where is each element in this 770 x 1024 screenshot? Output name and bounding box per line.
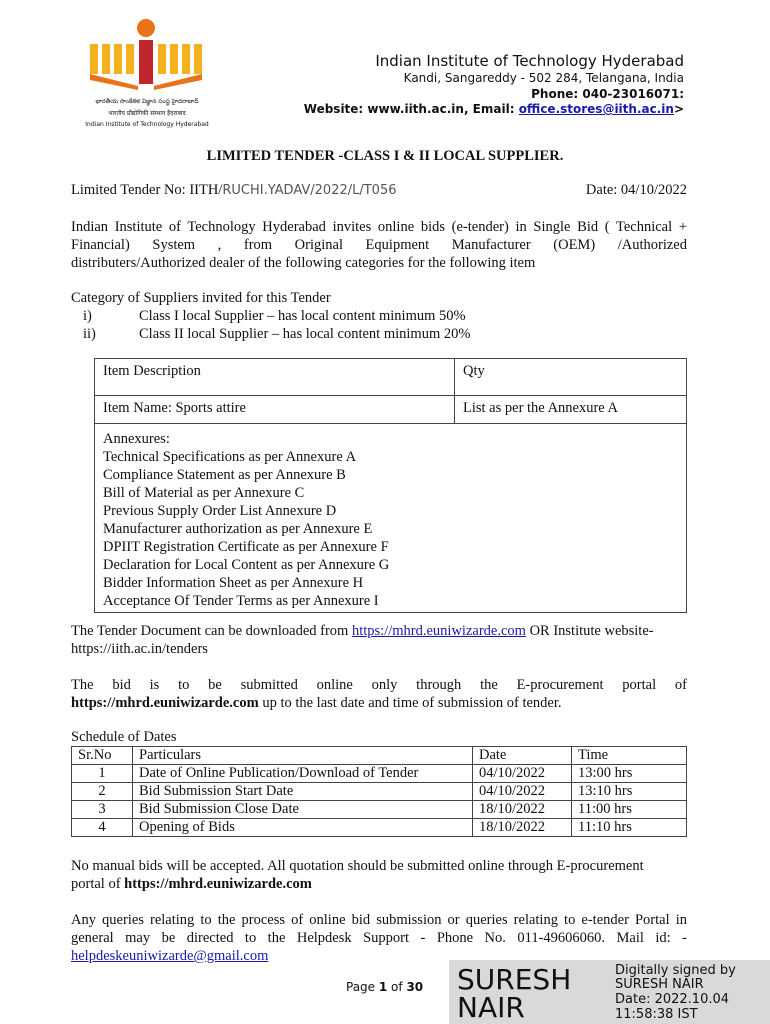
annexure-item: DPIIT Registration Certificate as per Annexure F [103, 539, 389, 555]
logo-text-english: Indian Institute of Technology Hyderabad [85, 121, 209, 128]
digital-signature [449, 960, 770, 1024]
category-item [71, 307, 687, 325]
page-mid: of [387, 980, 407, 994]
annexure-item: Manufacturer authorization as per Annexure E [103, 521, 373, 537]
header-qty: Qty [455, 359, 687, 396]
bid-portal-url: https://mhrd.euniwizarde.com [71, 695, 259, 711]
table-row [72, 747, 687, 765]
item-table [94, 358, 687, 613]
no-manual-line-2 [71, 875, 687, 893]
intro-line-3: distributers/Authorized dealer of the following categories for the following item [71, 255, 536, 271]
cell-particulars: Date of Online Publication/Download of Tender [133, 765, 473, 783]
website-suffix: > [673, 102, 684, 116]
bid-paragraph [71, 676, 687, 712]
annexure-list [95, 424, 687, 613]
signature-info-line-1: Digitally signed by [615, 963, 736, 978]
category-section [71, 289, 687, 343]
table-row [95, 396, 687, 424]
schedule-table [71, 746, 687, 837]
cell-time: 11:10 hrs [572, 819, 687, 837]
website-label: Website: www.iith.ac.in, Email: [303, 102, 519, 116]
col-header-particulars: Particulars [133, 747, 473, 765]
institute-name: Indian Institute of Technology Hyderabad [375, 52, 684, 70]
signature-info-line-4: 11:58:38 IST [615, 1007, 698, 1022]
no-manual-url: https://mhrd.euniwizarde.com [124, 876, 312, 892]
cell-particulars: Bid Submission Close Date [133, 801, 473, 819]
signature-info-line-3: Date: 2022.10.04 [615, 992, 730, 1007]
download-line-1 [71, 622, 687, 640]
category-num: ii) [83, 326, 96, 342]
tender-number [71, 182, 397, 199]
category-text: Class I local Supplier – has local content minimum 50% [139, 308, 466, 324]
queries-paragraph [71, 911, 687, 965]
schedule-heading: Schedule of Dates [71, 729, 177, 745]
page-total: 30 [406, 980, 424, 994]
page-number [346, 980, 423, 994]
page-title: LIMITED TENDER -CLASS I & II LOCAL SUPPLIER. [206, 148, 564, 164]
cell-date: 18/10/2022 [473, 801, 572, 819]
annexure-item: Bill of Material as per Annexure C [103, 485, 305, 501]
annexure-item: Annexures: [103, 431, 170, 447]
logo-text-telugu: భారతీయ సాంకేతిక విజ్ఞాన సంస్థ హైదరాబాద్ [95, 98, 199, 105]
intro-line-1: Indian Institute of Technology Hyderabad invites online bids (e-tender) in Single Bid ( Technical + [71, 219, 687, 235]
annexure-item: Acceptance Of Tender Terms as per Annexure I [103, 593, 379, 609]
cell-srno: 4 [72, 819, 133, 837]
signature-info-line-2: SURESH NAIR [615, 977, 704, 992]
cell-srno: 2 [72, 783, 133, 801]
no-manual-paragraph [71, 857, 687, 893]
cell-srno: 1 [72, 765, 133, 783]
item-qty: List as per the Annexure A [455, 396, 687, 424]
logo-text-hindi: भारतीय प्रौद्योगिकी संस्थान हैदराबाद [108, 110, 186, 117]
category-text: Class II local Supplier – has local content minimum 20% [139, 326, 471, 342]
annexure-item: Compliance Statement as per Annexure B [103, 467, 346, 483]
annexure-item: Declaration for Local Content as per Annexure G [103, 557, 390, 573]
helpdesk-email-link[interactable]: helpdeskeuniwizarde@gmail.com [71, 948, 269, 964]
cell-date: 04/10/2022 [473, 765, 572, 783]
queries-line-2: general may be directed to the Helpdesk Support - Phone No. 011-49606060. Mail id: - [71, 930, 687, 946]
signer-name-line-1: SURESH [457, 963, 572, 996]
intro-line-2: Financial) System , from Original Equipment Manufacturer (OEM) /Authorized [71, 237, 687, 253]
col-header-srno: Sr.No [72, 747, 133, 765]
cell-srno: 3 [72, 801, 133, 819]
col-header-date: Date [473, 747, 572, 765]
cell-date: 18/10/2022 [473, 819, 572, 837]
col-header-time: Time [572, 747, 687, 765]
tender-number-label: Limited Tender No: IITH/ [71, 182, 223, 198]
institute-phone: Phone: 040-23016071: [531, 87, 684, 101]
header-item-description: Item Description [95, 359, 455, 396]
category-num: i) [83, 308, 92, 324]
cell-time: 13:00 hrs [572, 765, 687, 783]
table-row [72, 819, 687, 837]
cell-date: 04/10/2022 [473, 783, 572, 801]
table-row [95, 359, 687, 396]
institute-address: Kandi, Sangareddy - 502 284, Telangana, India [403, 71, 684, 85]
cell-time: 11:00 hrs [572, 801, 687, 819]
download-paragraph [71, 622, 687, 658]
table-row [72, 783, 687, 801]
bid-line-2-suffix: up to the last date and time of submission of tender. [258, 695, 562, 711]
signer-name-line-2: NAIR [457, 991, 525, 1024]
page-current: 1 [378, 980, 388, 994]
annexure-item: Bidder Information Sheet as per Annexure H [103, 575, 364, 591]
institute-logo [82, 14, 210, 134]
euniwizarde-link[interactable]: https://mhrd.euniwizarde.com [351, 623, 526, 639]
table-row [95, 424, 687, 613]
cell-particulars: Opening of Bids [133, 819, 473, 837]
category-heading: Category of Suppliers invited for this Tender [71, 290, 331, 306]
cell-particulars: Bid Submission Start Date [133, 783, 473, 801]
table-row [72, 765, 687, 783]
category-item [71, 325, 687, 343]
table-row [72, 801, 687, 819]
institute-tender-url: https://iith.ac.in/tenders [71, 641, 208, 657]
page-prefix: Page [346, 980, 379, 994]
no-manual-line-1: No manual bids will be accepted. All quotation should be submitted online through E-procurement [71, 858, 644, 874]
tender-number-value: RUCHI.YADAV/2022/L/T056 [222, 183, 397, 198]
email-link[interactable]: office.stores@iith.ac.in [518, 102, 674, 116]
bid-line-2 [71, 694, 687, 712]
queries-line-1: Any queries relating to the process of online bid submission or queries relating to e-tender Portal in [71, 912, 687, 928]
bid-line-1: The bid is to be submitted online only through the E-procurement portal of [71, 677, 687, 693]
no-manual-prefix: portal of [71, 876, 125, 892]
tender-date: Date: 04/10/2022 [585, 182, 687, 198]
logo-emblem-icon [82, 14, 210, 94]
download-suffix: OR Institute website- [525, 623, 654, 639]
annexure-item: Previous Supply Order List Annexure D [103, 503, 337, 519]
download-prefix: The Tender Document can be downloaded from [71, 623, 352, 639]
intro-paragraph [71, 218, 687, 272]
cell-time: 13:10 hrs [572, 783, 687, 801]
institute-contact [304, 102, 684, 116]
annexure-item: Technical Specifications as per Annexure A [103, 449, 357, 465]
item-name: Item Name: Sports attire [95, 396, 455, 424]
